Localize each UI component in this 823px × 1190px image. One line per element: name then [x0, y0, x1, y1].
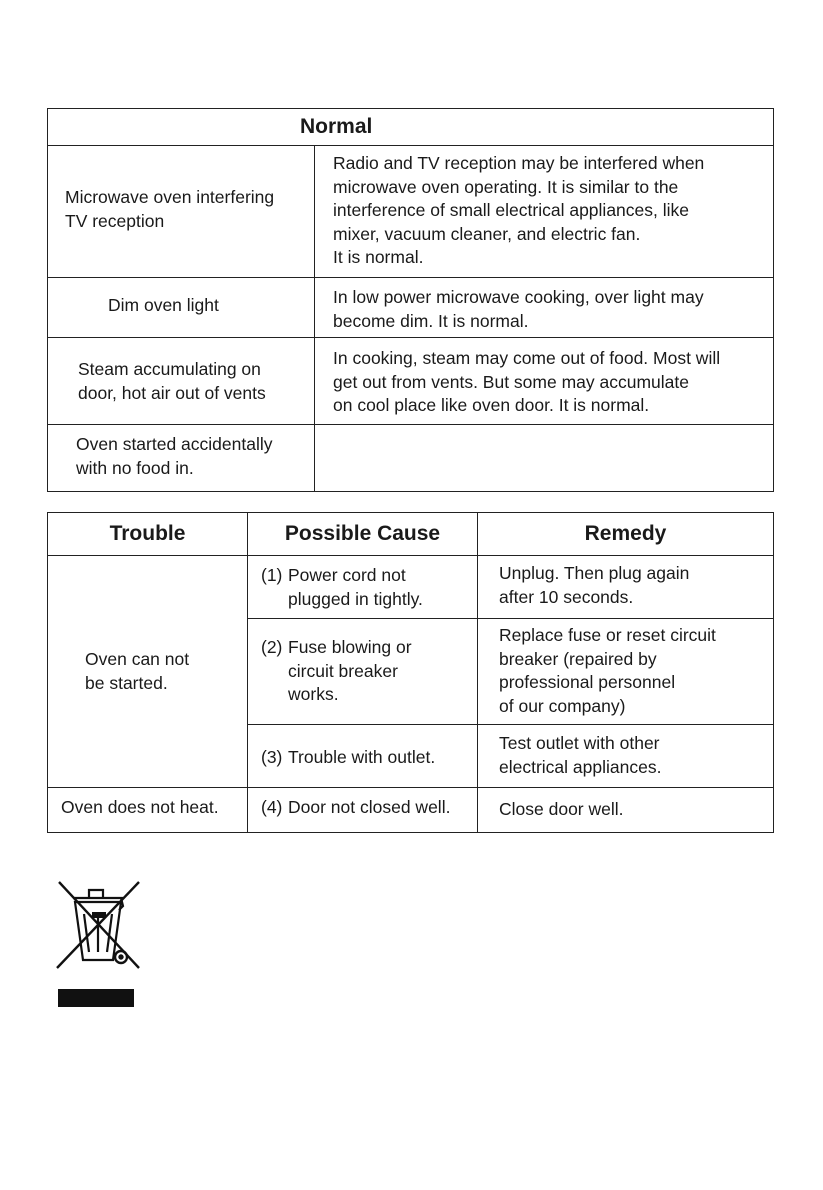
trouble-table	[47, 512, 774, 833]
normal-row	[48, 425, 774, 492]
normal-explanation	[315, 425, 774, 492]
trouble-row	[48, 556, 774, 619]
crossed-out-wheelie-bin-icon	[51, 876, 143, 972]
normal-symptom: Microwave oven interfering TV reception	[48, 146, 315, 278]
cause-text: Door not closed well.	[288, 797, 451, 818]
cause-number: (1)	[261, 565, 283, 585]
remedy-cell: Unplug. Then plug again after 10 seconds.	[478, 556, 774, 619]
cause-cell	[248, 725, 478, 788]
normal-row	[48, 146, 774, 278]
remedy-cell: Close door well.	[478, 788, 774, 833]
normal-explanation: In cooking, steam may come out of food. Most will get out from vents. But some may accumulate on cool place like oven door. It is normal.	[315, 338, 774, 425]
weee-bar	[58, 989, 134, 1007]
trouble-cell: Oven can not be started.	[48, 556, 248, 788]
normal-table	[47, 108, 774, 492]
normal-symptom: Oven started accidentally with no food in.	[48, 425, 315, 492]
header-possible-cause: Possible Cause	[248, 513, 478, 556]
cause-text: Fuse blowing or circuit breaker works.	[288, 637, 412, 704]
remedy-cell: Test outlet with other electrical appliances.	[478, 725, 774, 788]
cause-cell	[248, 788, 478, 833]
cause-cell	[248, 619, 478, 725]
cause-number: (4)	[261, 797, 283, 818]
cause-cell	[248, 556, 478, 619]
trouble-row	[48, 788, 774, 833]
cause-text: Trouble with outlet.	[288, 747, 436, 768]
normal-explanation: In low power microwave cooking, over light may become dim. It is normal.	[315, 278, 774, 338]
normal-explanation: Radio and TV reception may be interfered when microwave oven operating. It is similar to the interference of small electrical appliances, like mixer, vacuum cleaner, and electric fan. It is normal.	[315, 146, 774, 278]
header-trouble: Trouble	[48, 513, 248, 556]
normal-row	[48, 278, 774, 338]
normal-row	[48, 338, 774, 425]
cause-number: (3)	[261, 747, 283, 768]
normal-symptom: Steam accumulating on door, hot air out of vents	[48, 338, 315, 425]
cause-text: Power cord not plugged in tightly.	[288, 565, 423, 609]
cause-number: (2)	[261, 637, 283, 657]
normal-symptom: Dim oven light	[48, 278, 315, 338]
trouble-cell: Oven does not heat.	[48, 788, 248, 833]
normal-title: Normal	[48, 109, 774, 146]
header-remedy: Remedy	[478, 513, 774, 556]
remedy-cell: Replace fuse or reset circuit breaker (repaired by professional personnel of our company)	[478, 619, 774, 725]
